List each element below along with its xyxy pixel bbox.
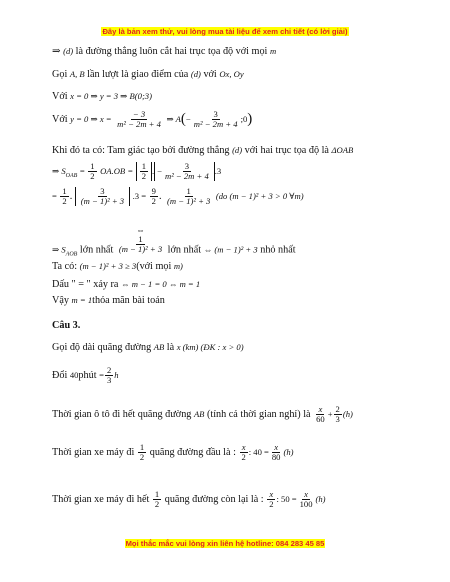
line-max-condition: ⇒ $S_{AOB}$ lớn nhất ⇔ $\frac{1}{\text{(m − 1)² + 3}}$ lớn nhất ⇔ (m − 1)² + 3 nhỏ nhất (52, 225, 296, 258)
preview-banner: Đây là bản xem thử, vui lòng mua tài liệu để xem chi tiết (có lời giải) (102, 27, 348, 36)
question-3-heading: Câu 3. (52, 320, 81, 331)
hotline-banner: Mọi thắc mắc vui lòng xin liên hệ hotline: 084 283 45 85 (125, 539, 325, 548)
line-intersection-points: Gọi A, B lần lượt là giao điểm của (d) với Ox, Oy (52, 69, 244, 80)
line-equality-case: Dấu " = " xảy ra ⇔ m − 1 = 0 ⇔ m = 1 (52, 279, 201, 290)
line-conclusion: Vậy m = 1thỏa mãn bài toán (52, 295, 165, 306)
line-area-formula: ⇒ $S_{OAB}$ = $\frac{1}{2}$ OA.OB = $\frac{1}{2}$ . − $\frac{3}{\text{m² − 2m + 4}}$ .3 (52, 161, 222, 182)
line-car-time: Thời gian ô tô đi hết quãng đường AB (tính cả thời gian nghỉ) là $\frac{x}{60}$ + $\frac{2}{3}$ (h) (52, 404, 353, 425)
line-convert-minutes: Đổi 40phút = $\frac{2}{3}$ h (52, 365, 119, 386)
line-area-simplified: = $\frac{1}{2}$ . $\frac{3}{\text{(m − 1)² + 3}}$ .3 = $\frac{9}{2}$ . $\frac{1}{\text{(m − 1)² + 3}}$ (do (m − 1)² + 3 > 0 ∀m) (52, 186, 304, 207)
line-let-distance: Gọi độ dài quãng đường AB là x (km) (ĐK : x > 0) (52, 342, 244, 353)
line-triangle-intro: Khi đó ta có: Tam giác tạo bởi đường thẳng (d) với hai trục tọa độ là ΔOAB (52, 145, 354, 156)
line-motorbike-first-half: Thời gian xe máy đi $\frac{1}{2}$ quãng đường đầu là : $\frac{x}{2}$ : 40 = $\frac{x}{80}$ (h) (52, 442, 294, 463)
line-point-b: Với x = 0 ⇒ y = 3 ⇒ B(0;3) (52, 91, 152, 102)
line-point-a: Với y = 0 ⇒ x = $\frac{- 3}{\text{m² − 2m + 4}}$ ⇒ A(− $\frac{3}{\text{m² − 2m + 4}}$ ;0) (52, 109, 253, 130)
line-motorbike-second-half: Thời gian xe máy đi hết $\frac{1}{2}$ quãng đường còn lại là : $\frac{x}{2}$ : 50 = $\frac{x}{100}$ (h) (52, 489, 326, 510)
line-inequality: Ta có: (m − 1)² + 3 ≥ 3(với mọi m) (52, 261, 183, 272)
line-d-cuts-axes: ⇒ (d) là đường thẳng luôn cắt hai trục tọa độ với mọi m (52, 46, 277, 57)
